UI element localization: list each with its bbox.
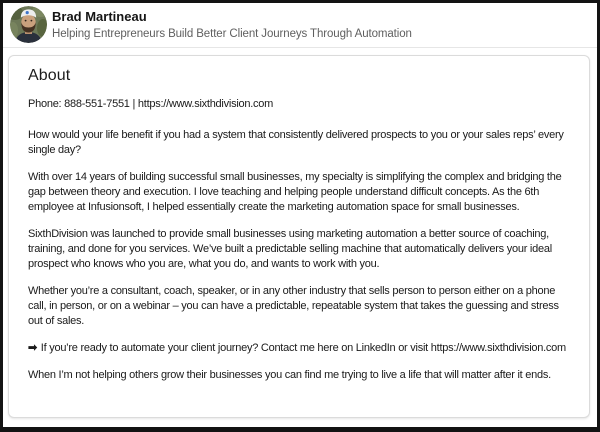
- about-paragraph: Whether you’re a consultant, coach, speaker, or in any other industry that sells person to person either on a phone call, in person, or on a webinar – you can have a predictable, repeatable system that takes the guessing and stress out of sales.: [28, 285, 559, 327]
- about-card: [8, 55, 590, 418]
- profile-avatar[interactable]: [10, 6, 47, 43]
- profile-identity: [52, 8, 587, 42]
- about-section-title: About: [28, 67, 71, 84]
- cta-paragraph: [28, 341, 570, 356]
- about-paragraph: With over 14 years of building successful small businesses, my specialty is simplifying the complex and bridging the gap between theory and execution. I love teaching and helping people understand difficult concepts. As the 6th employee at Infusionsoft, I helped essentially create the marketing automation space for small businesses.: [28, 171, 562, 213]
- about-paragraph: How would your life benefit if you had a system that consistently delivered prospects to you or your sales reps’ every single day?: [28, 129, 564, 156]
- profile-header: [3, 3, 597, 48]
- closing-paragraph: When I’m not helping others grow their businesses you can find me trying to live a life that will matter after it ends.: [28, 369, 551, 381]
- cta-text: If you’re ready to automate your client journey? Contact me here on LinkedIn or visit https://www.sixthdivision.com: [40, 342, 566, 354]
- profile-headline: Helping Entrepreneurs Build Better Client Journeys Through Automation: [52, 28, 412, 40]
- contact-line: Phone: 888-551-7551 | https://www.sixthdivision.com: [28, 98, 274, 110]
- arrow-right-icon: ➡: [28, 342, 37, 354]
- profile-name[interactable]: Brad Martineau: [52, 9, 147, 24]
- avatar-photo-graphic: [10, 6, 47, 43]
- about-paragraph: SixthDivision was launched to provide small businesses using marketing automation a better source of coaching, training, and done for you services. We’ve built a predictable selling machine that automatically delivers your ideal prospect who knows who you are, what you do, and wants to work with you.: [28, 228, 552, 270]
